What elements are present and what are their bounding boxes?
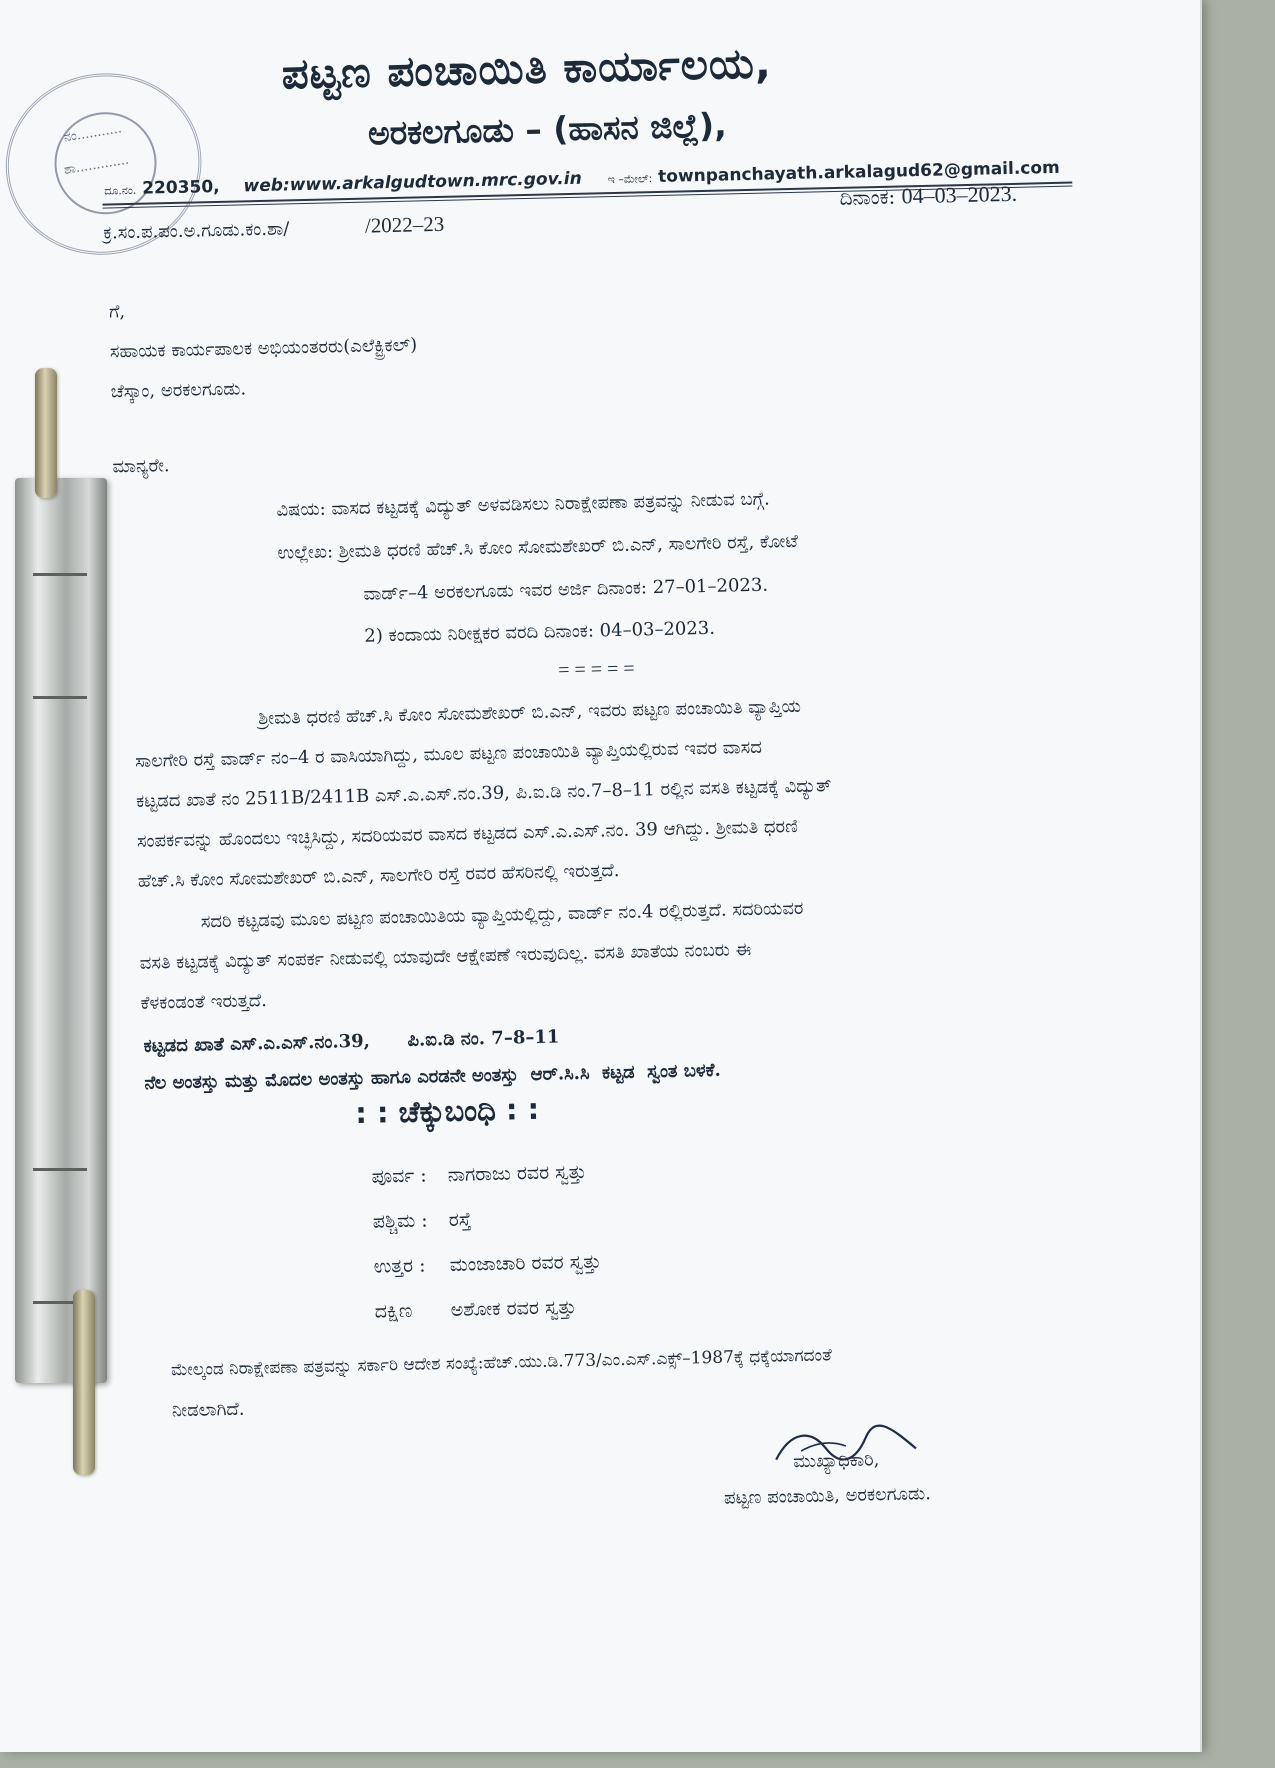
phone-label: ದೂ.ನಂ. (104, 183, 137, 198)
binder-rod-top (35, 368, 57, 498)
subject-line (276, 489, 770, 521)
website: web:www.arkalgudtown.mrc.gov.in (243, 168, 582, 197)
boundary-west (372, 1208, 471, 1232)
subject-label: ವಿಷಯ: (276, 498, 326, 521)
subject-text: ವಾಸದ ಕಟ್ಟಡಕ್ಕೆ ವಿದ್ಯುತ್ ಅಳವಡಿಸಲು ನಿರಾಕ್ಷೇಪಣಾ ಪತ್ರವನ್ನು ನೀಡುವ ಬಗ್ಗೆ. (331, 488, 771, 520)
paragraph1-line1: ಶ್ರೀಮತಿ ಧರಣಿ ಹೆಚ್.ಸಿ ಕೋಂ ಸೋಮಶೇಖರ್ ಬಿ.ಎನ್, ಇವರು ಪಟ್ಟಣ ಪಂಚಾಯಿತಿ ವ್ಯಾಪ್ತಿಯ (258, 695, 802, 730)
boundaries-heading: : : ಚೆಕ್ಕುಬಂಧಿ : : (354, 1091, 540, 1131)
reference-1-line2: ವಾರ್ಡ್–4 ಅರಕಲಗೂಡು ಇವರ ಅರ್ಜಿ ದಿನಾಂಕ: 27–01–2023. (363, 574, 769, 605)
boundary-west-value: ರಸ್ತೆ (448, 1208, 472, 1231)
separator: = = = = = (557, 657, 635, 682)
office-title: ಪಟ್ಟಣ ಪಂಚಾಯಿತಿ ಕಾರ್ಯಾಲಯ, (281, 38, 773, 99)
property-line-2: ನೆಲ ಅಂತಸ್ತು ಮತ್ತು ಮೊದಲ ಅಂತಸ್ತು ಹಾಗೂ ಎರಡನೇ ಅಂತಸ್ತು ಆರ್.ಸಿ.ಸಿ ಕಟ್ಟಡ ಸ್ವಂತ ಬಳಕೆ. (144, 1059, 722, 1094)
boundary-north (373, 1251, 601, 1278)
salutation: ಮಾನ್ಯರೇ. (112, 455, 170, 478)
binder-ridge-top (33, 573, 87, 699)
reference-label: ಉಲ್ಲೇಖ: (277, 541, 334, 564)
reference-line-1 (277, 531, 798, 564)
office-location: ಅರಕಲಗೂಡು – (ಹಾಸನ ಜಿಲ್ಲೆ), (367, 105, 728, 153)
stamp-sha-label: ಶಾ............. (62, 152, 130, 178)
to-line: ಗೆ, (108, 301, 126, 323)
date-label: ದಿನಾಂಕ: (839, 184, 896, 210)
boundary-south-value: ಅಶೋಕ ರವರ ಸ್ವತ್ತು (450, 1296, 577, 1321)
recipient-designation: ಸಹಾಯಕ ಕಾರ್ಯಪಾಲಕ ಅಭಿಯಂತರರು(ಎಲೆಕ್ಟ್ರಿಕಲ್) (109, 334, 418, 363)
signatory-office: ಪಟ್ಟಣ ಪಂಚಾಯಿತಿ, ಅರಕಲಗೂಡು. (723, 1483, 932, 1509)
boundary-west-label: ಪಶ್ಚಿಮ : (372, 1209, 428, 1233)
letter-date (839, 181, 1017, 211)
boundary-north-value: ಮಂಜಾಚಾರಿ ರವರ ಸ್ವತ್ತು (449, 1250, 602, 1276)
reference-2: 2) ಕಂದಾಯ ನಿರೀಕ್ಷಕರ ವರದಿ ದಿನಾಂಕ: 04–03–2023. (364, 617, 716, 647)
paragraph2-line1: ಸದರಿ ಕಟ್ಟಡವು ಮೂಲ ಪಟ್ಟಣ ಪಂಚಾಯಿತಿಯ ವ್ಯಾಪ್ತಿಯಲ್ಲಿದ್ದು, ವಾರ್ಡ್ ನಂ.4 ರಲ್ಲಿರುತ್ತದೆ. ಸದರಿಯವರ (200, 897, 804, 933)
reference-prefix: ಕ್ರ.ಸಂ.ಪ.ಪಂ.ಅ.ಗೂಡು.ಕಂ.ಶಾ/ (102, 218, 290, 244)
stamp-no-label: ನಂ........... (62, 121, 123, 146)
date-value: 04–03–2023. (901, 180, 1018, 209)
recipient-office: ಚೆಸ್ಕಾಂ, ಅರಕಲಗೂಡು. (110, 378, 247, 403)
reference-1-line1: ಶ್ರೀಮತಿ ಧರಣಿ ಹೆಚ್.ಸಿ ಕೋಂ ಸೋಮಶೇಖರ್ ಬಿ.ಎನ್, ಸಾಲಗೇರಿ ರಸ್ತೆ, ಕೋಟೆ (338, 530, 799, 563)
boundary-east (371, 1161, 586, 1188)
paragraph1-line4: ಸಂಪರ್ಕವನ್ನು ಹೊಂದಲು ಇಚ್ಛಿಸಿದ್ದು, ಸದರಿಯವರ ವಾಸದ ಕಟ್ಟಡದ ಎಸ್.ಎ.ಎಸ್.ನಂ. 39 ಆಗಿದ್ದು. ಶ್ರೀಮತಿ ಧರಣಿ (136, 815, 799, 852)
boundary-south-label: ದಕ್ಷಿಣ (374, 1299, 413, 1323)
email-label: ಇ –ಮೇಲ್: (607, 172, 653, 187)
closing-line-1: ಮೇಲ್ಕಂಡ ನಿರಾಕ್ಷೇಪಣಾ ಪತ್ರವನ್ನು ಸರ್ಕಾರಿ ಆದೇಶ ಸಂಖ್ಯೆ:ಹೆಚ್.ಯು.ಡಿ.773/ಎಂ.ಎಸ್.ಎಕ್ಸ್–1987ಕ್ಕೆ ಧಕ್ಕೆಯಾಗದಂತೆ (170, 1345, 833, 1381)
boundary-south (374, 1296, 576, 1323)
paragraph2-line2: ವಸತಿ ಕಟ್ಟಡಕ್ಕೆ ವಿದ್ಯುತ್ ಸಂಪರ್ಕ ನೀಡುವಲ್ಲಿ ಯಾವುದೇ ಆಕ್ಷೇಪಣೆ ಇರುವುದಿಲ್ಲ. ವಸತಿ ಖಾತೆಯ ನಂಬರು ಈ (139, 939, 752, 974)
binder-ridge-bottom (33, 1168, 87, 1304)
reference-year: /2022–23 (364, 211, 445, 238)
email-address: townpanchayath.arkalagud62@gmail.com (657, 157, 1060, 187)
paragraph2-line3: ಕೆಳಕಂಡಂತೆ ಇರುತ್ತದೆ. (140, 990, 268, 1014)
paragraph1-line5: ಹೆಚ್.ಸಿ ಕೋಂ ಸೋಮಶೇಖರ್ ಬಿ.ಎನ್, ಸಾಲಗೇರಿ ರಸ್ತೆ ರವರ ಹೆಸರಿನಲ್ಲಿ ಇರುತ್ತದೆ. (137, 860, 620, 892)
paragraph1-line3: ಕಟ್ಟಡದ ಖಾತೆ ನಂ 2511B/2411B ಎಸ್.ಎ.ಎಸ್.ನಂ.39, ಪಿ.ಐ.ಡಿ ನಂ.7–8–11 ರಲ್ಲಿನ ವಸತಿ ಕಟ್ಟಡಕ್ಕೆ ವಿದ್ಯುತ್ (135, 775, 832, 812)
boundary-north-label: ಉತ್ತರ : (373, 1254, 426, 1278)
paragraph1-line2: ಸಾಲಗೇರಿ ರಸ್ತೆ ವಾರ್ಡ್ ನಂ–4 ರ ವಾಸಿಯಾಗಿದ್ದು, ಮೂಲ ಪಟ್ಟಣ ಪಂಚಾಯಿತಿ ವ್ಯಾಪ್ತಿಯಲ್ಲಿರುವ ಇವರ ವಾಸದ (134, 736, 763, 772)
signatory-title: ಮುಖ್ಯಾಧಿಕಾರಿ, (793, 1449, 880, 1473)
boundary-east-label: ಪೂರ್ವ : (371, 1164, 427, 1188)
binder-rod-bottom (73, 1290, 95, 1475)
boundary-east-value: ನಾಗರಾಜು ರವರ ಸ್ವತ್ತು (447, 1160, 587, 1186)
property-line-1: ಕಟ್ಟಡದ ಖಾತೆ ಎಸ್.ಎ.ಎಸ್.ನಂ.39, ಪಿ.ಐ.ಡಿ ನಂ. 7–8–11 (143, 1026, 560, 1057)
closing-line-2: ನೀಡಲಾಗಿದೆ. (171, 1398, 245, 1422)
file-binder-clip (15, 478, 107, 1383)
phone-number: 220350, (141, 176, 220, 199)
